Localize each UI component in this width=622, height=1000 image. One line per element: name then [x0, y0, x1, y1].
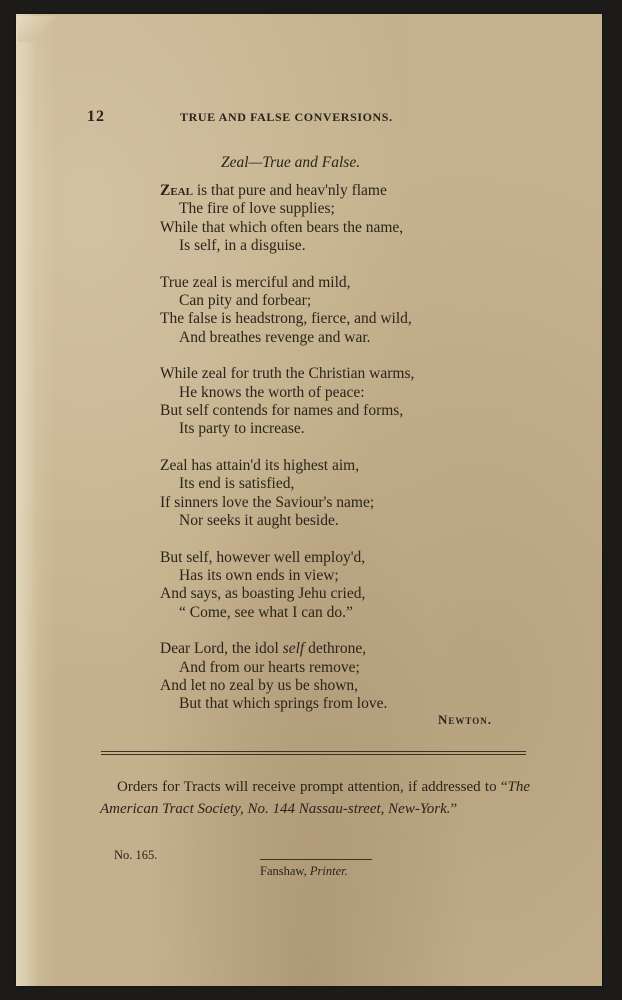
poem-line: If sinners love the Saviour's name; — [160, 493, 375, 511]
stanza-1 — [160, 182, 414, 255]
printer-imprint — [260, 864, 348, 879]
poem-line: And from our hearts remove; — [179, 658, 360, 676]
tract-number: No. 165. — [114, 848, 158, 862]
stanza-2 — [160, 274, 414, 347]
running-title: TRUE AND FALSE CONVERSIONS. — [180, 110, 393, 124]
poem-line: And says, as boasting Jehu cried, — [160, 585, 366, 603]
poem-line: And breathes revenge and war. — [179, 328, 371, 346]
poem-line — [160, 182, 414, 200]
poem-line: The false is headstrong, fierce, and wild, — [160, 310, 412, 328]
line-text: is that pure and heav'nly flame — [192, 182, 387, 199]
society-address: The American Tract Society, No. 144 Nassau-street, New-York. — [100, 779, 530, 817]
page-left-edge — [16, 14, 38, 986]
poem-line: True zeal is merciful and mild, — [160, 273, 351, 291]
stanza-4 — [160, 457, 414, 530]
poem-line: Zeal has attain'd its highest aim, — [160, 457, 360, 475]
poem-line: He knows the worth of peace: — [179, 383, 365, 401]
line-text: Dear Lord, the idol — [160, 640, 283, 658]
poem-line: But self, however well employ'd, — [160, 548, 366, 566]
poem-line: Can pity and forbear; — [179, 291, 312, 309]
poem-line: Its party to increase. — [179, 420, 305, 438]
poem-title: Zeal—True and False. — [221, 154, 361, 171]
poem-body — [160, 182, 414, 732]
poem-line: But self contends for names and forms, — [160, 401, 404, 419]
poem-line: Is self, in a disguise. — [179, 236, 306, 254]
poem-line: While zeal for truth the Christian warms, — [160, 365, 415, 383]
stanza-3 — [160, 365, 414, 438]
poem-line — [160, 640, 414, 658]
page-header — [16, 108, 602, 128]
printer-name: Fanshaw, — [260, 864, 310, 878]
folded-corner — [18, 16, 58, 42]
printer-role: Printer. — [309, 864, 348, 878]
notice-text: Orders for Tracts will receive prompt attention, if addressed to “ — [117, 779, 508, 795]
notice-text: ” — [450, 801, 458, 817]
line-text: dethrone, — [304, 640, 367, 658]
stanza-5 — [160, 549, 414, 622]
poem-line: Its end is satisfied, — [179, 475, 295, 493]
order-notice — [100, 776, 530, 820]
stanza-6 — [160, 640, 414, 713]
tract-page — [16, 14, 602, 986]
poem-line: While that which often bears the name, — [160, 218, 404, 236]
double-rule-divider — [101, 751, 526, 755]
poem-line: Has its own ends in view; — [179, 567, 339, 585]
poem-line: The fire of love supplies; — [179, 200, 335, 218]
poem-line: “ Come, see what I can do.” — [179, 603, 353, 621]
printer-rule — [260, 859, 372, 860]
poem-author: Newton. — [438, 712, 492, 727]
page-number: 12 — [87, 108, 105, 125]
drop-word: Zeal — [160, 182, 193, 199]
poem-line: But that which springs from love. — [179, 695, 388, 713]
poem-line: Nor seeks it aught beside. — [179, 511, 339, 529]
emphasized-word: self — [282, 640, 305, 658]
poem-line: And let no zeal by us be shown, — [160, 677, 359, 695]
